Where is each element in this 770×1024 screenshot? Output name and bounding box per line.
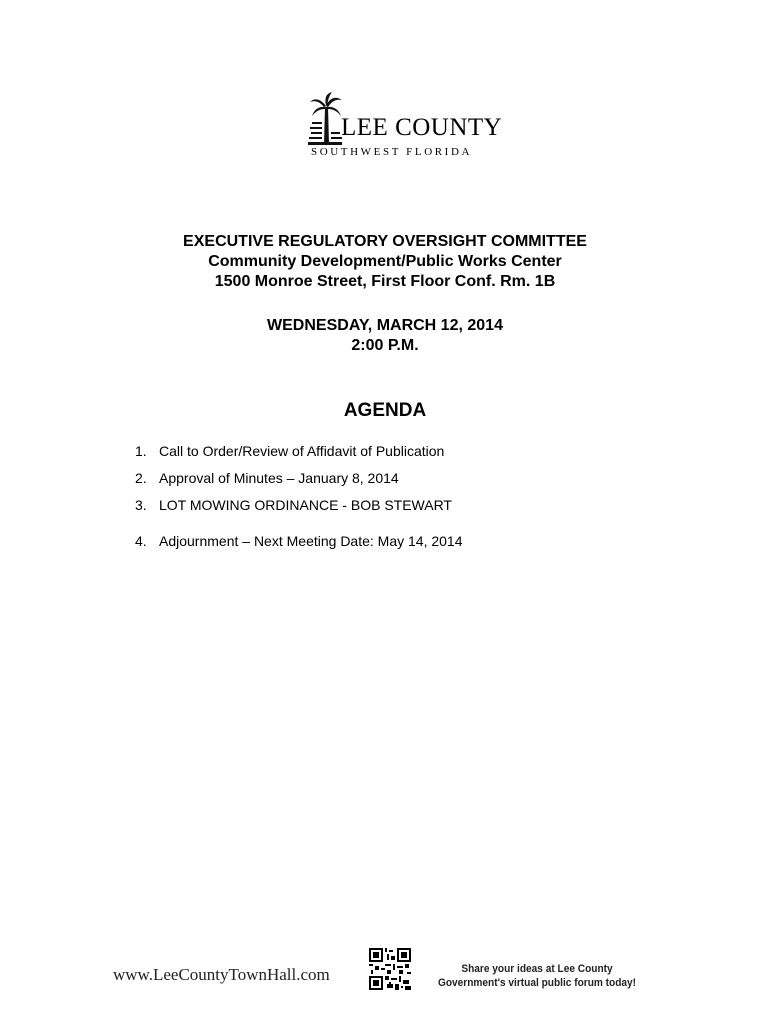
agenda-item-number: 3. <box>135 497 147 513</box>
lee-county-logo <box>308 92 508 162</box>
committee-name: EXECUTIVE REGULATORY OVERSIGHT COMMITTEE <box>183 233 587 250</box>
meeting-date: WEDNESDAY, MARCH 12, 2014 <box>267 317 503 334</box>
agenda-item-number: 4. <box>135 533 147 549</box>
agenda-item <box>135 497 452 513</box>
agenda-item-text: Approval of Minutes – January 8, 2014 <box>159 470 399 486</box>
share-line-2: Government's virtual public forum today! <box>437 977 637 989</box>
agenda-item-number: 1. <box>135 443 147 459</box>
venue-address: 1500 Monroe Street, First Floor Conf. Rm. 1B <box>214 273 556 290</box>
logo-subtitle: SOUTHWEST FLORIDA <box>311 146 473 158</box>
agenda-item-text: Adjournment – Next Meeting Date: May 14, 2014 <box>159 533 463 549</box>
qr-code-icon <box>369 948 411 990</box>
agenda-item-text: LOT MOWING ORDINANCE - BOB STEWART <box>159 497 452 513</box>
agenda-item-text: Call to Order/Review of Affidavit of Publication <box>159 443 445 459</box>
meeting-time: 2:00 P.M. <box>351 337 419 354</box>
agenda-item-number: 2. <box>135 470 147 486</box>
agenda-heading: AGENDA <box>343 400 427 421</box>
agenda-item <box>135 470 399 486</box>
palm-tree-icon <box>308 92 344 146</box>
meeting-datetime <box>0 316 770 356</box>
meeting-header <box>0 232 770 292</box>
venue-name: Community Development/Public Works Center <box>208 253 562 270</box>
share-line-1: Share your ideas at Lee County <box>461 963 613 975</box>
logo-name: LEE COUNTY <box>341 114 503 141</box>
agenda-item <box>135 443 444 459</box>
agenda-item <box>135 533 463 549</box>
town-hall-url[interactable]: www.LeeCountyTownHall.com <box>113 965 330 984</box>
share-message <box>433 962 641 990</box>
